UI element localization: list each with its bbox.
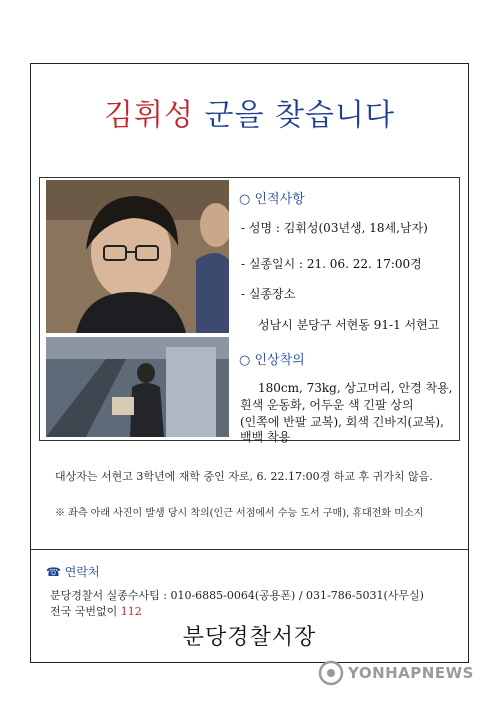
national-hotline-line — [50, 603, 142, 619]
national-hotline-prefix: 전국 국번없이 — [50, 605, 118, 618]
appearance-line: 백백 착용 — [240, 430, 291, 444]
missing-place-value: 성남시 분당구 서현동 91-1 서현고 — [258, 318, 440, 332]
poster-title — [30, 90, 469, 134]
personal-info-header: ○ 인적사항 — [239, 192, 305, 207]
appearance-line: (인쪽에 반팔 교복), 회색 긴바지(교복), — [240, 415, 444, 429]
missing-date-line: - 실종일시 : 21. 06. 22. 17:00경 — [241, 257, 422, 271]
name-line: - 성명 : 김휘성(03년생, 18세,남자) — [241, 221, 428, 235]
hotline-number: 112 — [120, 605, 142, 618]
watermark: YONHAPNEWS — [348, 664, 474, 682]
notice-text: 대상자는 서현고 3학년에 재학 중인 자로, 6. 22.17:00경 하교 후 귀가치 않음. — [55, 470, 433, 483]
title-rest: 군을 찾습니다 — [204, 98, 395, 133]
missing-person-name: 김휘성 — [104, 98, 194, 133]
appearance-line: 180cm, 73kg, 상고머리, 안경 착용, — [258, 381, 453, 395]
notice-text: ※ 좌측 아래 사진이 발생 당시 착의(인근 서점에서 수능 도서 구매), 휴대전화 미소지 — [55, 508, 424, 519]
cctv-photo — [46, 337, 229, 437]
appearance-line: 흰색 운동화, 어두운 색 긴팔 상의 — [240, 398, 414, 412]
section-divider — [30, 549, 469, 550]
issuer-signature: 분당경찰서장 — [182, 625, 317, 650]
missing-place-label: - 실종장소 — [241, 287, 296, 301]
yonhap-logo-icon — [318, 660, 344, 686]
contact-phone-line: 분당경찰서 실종수사팀 : 010-6885-0064(공용폰) / 031-786-5031(사무실) — [50, 589, 424, 602]
contact-header: ☎ 연락처 — [46, 565, 100, 579]
appearance-header: ○ 인상착의 — [239, 353, 305, 368]
portrait-photo — [46, 180, 229, 333]
